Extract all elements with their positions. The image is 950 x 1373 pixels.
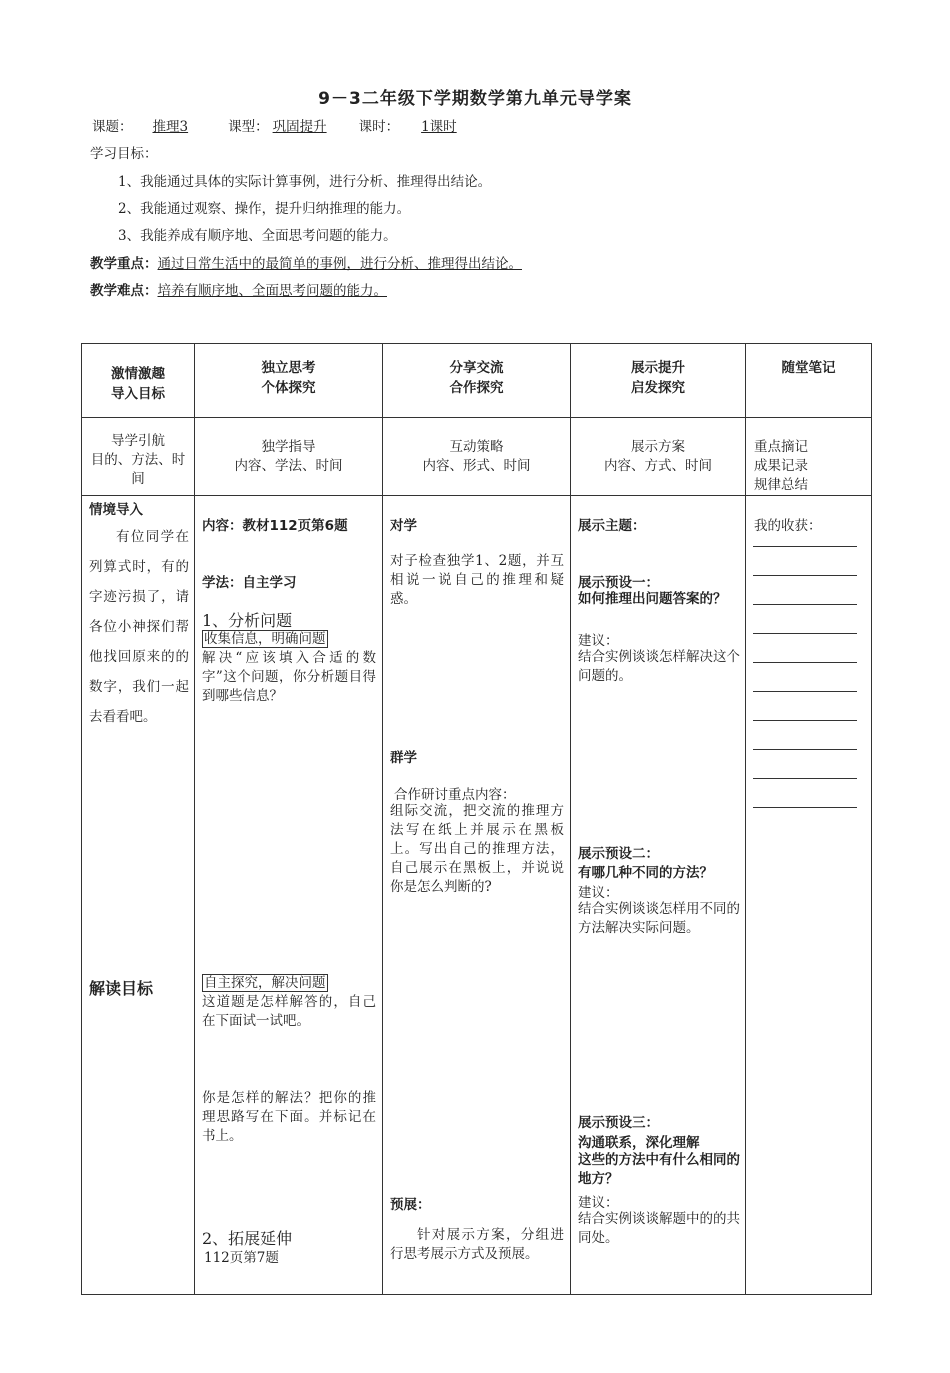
note-line[interactable] (753, 634, 857, 663)
note-line[interactable] (753, 692, 857, 721)
objectives-label: 学习目标： (90, 146, 158, 162)
header-cell-3: 分享交流 合作探究 (383, 344, 571, 418)
difficulty-label: 教学难点： (90, 283, 158, 299)
preset2-question: 有哪几种不同的方法？ (578, 865, 713, 881)
subheader-row (82, 418, 872, 496)
note-line[interactable] (753, 750, 857, 779)
key-point (90, 252, 522, 272)
preset2-title: 展示预设二： (578, 846, 659, 862)
content-row (82, 496, 872, 1295)
hours-label: 课时： (358, 119, 400, 135)
preset3-text: 结合实例谈谈解题中的的共同处。 (578, 1211, 740, 1246)
preset1-title: 展示预设一： (578, 575, 659, 591)
col1-cell (82, 496, 195, 1295)
group-study-label: 合作研讨重点内容： (394, 787, 516, 803)
preset2-hint: 建议： (578, 885, 619, 901)
subheader-cell-4: 展示方案 内容、方式、时间 (571, 418, 746, 496)
note-line[interactable] (753, 518, 857, 547)
preset1-hint: 建议： (578, 633, 619, 649)
harvest-label: 我的收获： (754, 518, 822, 534)
objective-2: 2、我能通过观察、操作，提升归纳推理的能力。 (118, 201, 411, 217)
difficulty-text: 培养有顺序地、全面思考问题的能力。 (157, 283, 387, 299)
notes-lines (753, 518, 857, 808)
preset1-text: 结合实例谈谈怎样解决这个问题的。 (578, 649, 740, 684)
preset3-question-1: 沟通联系，深化理解 (578, 1135, 700, 1151)
col2-cell (195, 496, 383, 1295)
note-line[interactable] (753, 576, 857, 605)
meta-row (92, 115, 467, 135)
header-cell-4: 展示提升 启发探究 (571, 344, 746, 418)
analyze-text: 解决“应该填入合适的数字”这个问题，你分析题目得到哪些信息？ (202, 650, 376, 704)
note-line[interactable] (753, 721, 857, 750)
preview-heading: 预展： (390, 1197, 431, 1213)
situation-text: 有位同学在列算式时，有的字迹污损了，请各位小神探们帮他找回原来的的数字，我们一起去看看吧。 (89, 529, 189, 725)
header-cell-1: 激情激趣 导入目标 (82, 344, 195, 418)
subheader-cell-3: 互动策略 内容、形式、时间 (383, 418, 571, 496)
header-row (82, 344, 872, 418)
preset3-hint: 建议： (578, 1195, 619, 1211)
col5-cell (746, 496, 872, 1295)
preview-text: 针对展示方案，分组进行思考展示方式及预展。 (390, 1227, 564, 1262)
type-value: 巩固提升 (272, 119, 327, 135)
group-study-text: 组际交流，把交流的推理方法写在纸上并展示在黑板上。写出自己的推理方法，自己展示在黑板上，并说说你是怎么判断的? (390, 803, 564, 895)
key-point-label: 教学重点： (90, 256, 158, 272)
show-theme-heading: 展示主题： (578, 518, 646, 534)
note-line[interactable] (753, 663, 857, 692)
note-line[interactable] (753, 779, 857, 808)
section-extend-title: 2、拓展延伸 (202, 1229, 293, 1248)
objective-3: 3、我能养成有顺序地、全面思考问题的能力。 (118, 228, 397, 244)
self-explore-text: 这道题是怎样解答的，自己在下面试一试吧。 (202, 994, 376, 1029)
subheader-cell-1: 导学引航 目的、方法、时 间 (82, 418, 195, 496)
col3-cell (383, 496, 571, 1295)
preset1-question: 如何推理出问题答案的？ (578, 591, 727, 607)
subheader-cell-2: 独学指导 内容、学法、时间 (195, 418, 383, 496)
header-cell-2: 独立思考 个体探究 (195, 344, 383, 418)
guide-table (81, 343, 872, 1295)
topic-value: 推理3 (152, 119, 189, 135)
col4-cell (571, 496, 746, 1295)
preset3-question-2: 这些的方法中有什么相同的地方？ (578, 1152, 740, 1187)
header-cell-5: 随堂笔记 (746, 344, 872, 418)
pair-study-text: 对子检查独学1、2题，并互相说一说自己的推理和疑惑。 (390, 553, 564, 607)
preset3-title: 展示预设三： (578, 1115, 659, 1131)
extend-text: 112页第7题 (204, 1250, 279, 1266)
preset2-text: 结合实例谈谈怎样用不同的方法解决实际问题。 (578, 901, 740, 936)
document-title: 9－3二年级下学期数学第九单元导学案 (318, 89, 632, 109)
hours-value: 1课时 (421, 119, 457, 135)
difficulty (90, 279, 387, 299)
interpret-goal-heading: 解读目标 (89, 979, 154, 998)
topic-label: 课题： (92, 119, 133, 135)
group-study-heading: 群学 (390, 750, 417, 766)
method-reflect-text: 你是怎样的解法？把你的推理思路写在下面。并标记在书上。 (202, 1090, 376, 1144)
key-point-text: 通过日常生活中的最简单的事例，进行分析、推理得出结论。 (157, 256, 522, 272)
pair-study-heading: 对学 (390, 518, 417, 534)
section-analyze-title: 1、分析问题 (202, 611, 293, 630)
subheader-cell-5: 重点摘记 成果记录 规律总结 (746, 418, 872, 496)
situation-heading: 情境导入 (89, 502, 143, 518)
content-line: 内容：教材112页第6题 (202, 518, 348, 534)
collect-info-box: 收集信息，明确问题 (204, 631, 326, 647)
method-line: 学法：自主学习 (202, 575, 297, 591)
type-label: 课型： (228, 119, 269, 135)
note-line[interactable] (753, 547, 857, 576)
self-explore-box: 自主探究，解决问题 (204, 975, 326, 991)
objective-1: 1、我能通过具体的实际计算事例，进行分析、推理得出结论。 (118, 174, 492, 190)
note-line[interactable] (753, 605, 857, 634)
